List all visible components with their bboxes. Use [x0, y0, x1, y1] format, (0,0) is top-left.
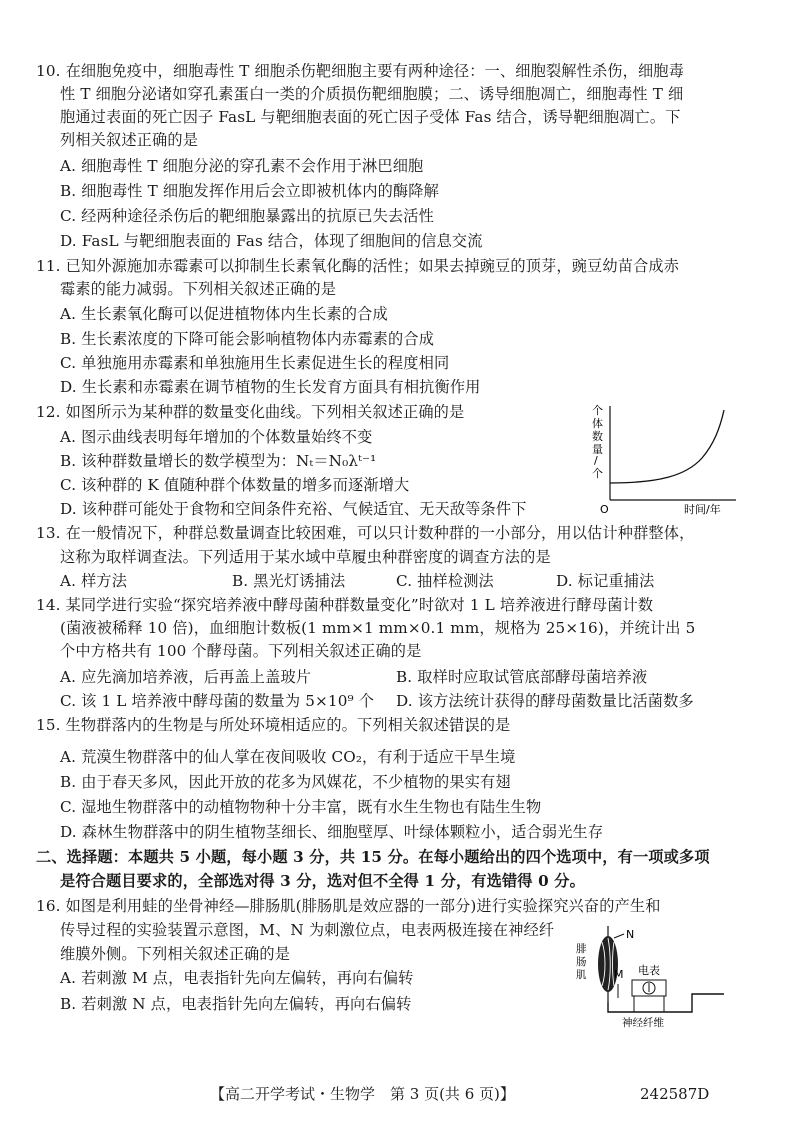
q12-ylabel-char-4: 量	[592, 443, 603, 456]
q13-stem-line-1: 13. 在一般情况下，种群总数量调查比较困难，可以只计数种群的一小部分，用以估计种群整体，	[36, 524, 695, 542]
q12-j-curve	[610, 410, 724, 483]
q10-stem-line-1: 10. 在细胞免疫中，细胞毒性 T 细胞杀伤靶细胞主要有两种途径：一、细胞裂解性杀伤，细胞毒	[36, 62, 684, 80]
q15-option-c: C. 湿地生物群落中的动植物物种十分丰富，既有水生生物也有陆生生物	[60, 798, 542, 816]
q11-option-a: A. 生长素氧化酶可以促进植物体内生长素的合成	[60, 305, 388, 323]
q14-option-c: C. 该 1 L 培养液中酵母菌的数量为 5×10⁹ 个	[60, 692, 375, 710]
page-footer-code: 242587D	[640, 1085, 710, 1103]
q14-option-a: A. 应先滴加培养液，后再盖上盖玻片	[60, 668, 312, 686]
q12-ylabel-char-3: 数	[592, 430, 603, 443]
q15-option-d: D. 森林生物群落中的阴生植物茎细长、细胞壁厚、叶绿体颗粒小，适合弱光生存	[60, 823, 604, 841]
q12-xlabel: 时间/年	[684, 503, 721, 516]
q14-option-b: B. 取样时应取试管底部酵母菌培养液	[396, 668, 648, 686]
q14-options-row-1	[60, 666, 750, 688]
q11-option-b: B. 生长素浓度的下降可能会影响植物体内赤霉素的合成	[60, 330, 435, 348]
q12-stem: 12. 如图所示为某种群的数量变化曲线。下列相关叙述正确的是	[36, 403, 465, 421]
q14-stem-line-2: (菌液被稀释 10 倍)，血细胞计数板(1 mm×1 mm×0.1 mm，规格为 25×16)，并统计出 5	[60, 619, 696, 637]
section-2-heading-line-2: 是符合题目要求的，全部选对得 3 分，选对但不全得 1 分，有选错得 0 分。	[60, 872, 585, 890]
q13-option-a: A. 样方法	[60, 572, 128, 590]
q11-stem-line-2: 霉素的能力减弱。下列相关叙述正确的是	[60, 280, 337, 298]
q16-stem-line-2: 传导过程的实验装置示意图，M、N 为刺激位点，电表两极连接在神经纤	[60, 921, 555, 939]
q15-stem	[36, 714, 510, 736]
q16-muscle-label-char-3: 肌	[576, 969, 587, 981]
q11-option-d: D. 生长素和赤霉素在调节植物的生长发育方面具有相抗衡作用	[60, 378, 481, 396]
q15-stem-emphasis: 错误 • •	[449, 716, 480, 734]
q16-label-m: M	[614, 968, 624, 981]
q11-stem-line-1: 11. 已知外源施加赤霉素可以抑制生长素氧化酶的活性；如果去掉豌豆的顶芽，豌豆幼苗合成赤	[36, 257, 680, 275]
q16-stem-line-1: 16. 如图是利用蛙的坐骨神经—腓肠肌(腓肠肌是效应器的一部分)进行实验探究兴奋的产生和	[36, 897, 661, 915]
q16-nerve-muscle-figure	[574, 924, 740, 1030]
q12-ylabel-char-5: /	[594, 454, 598, 467]
q16-option-b: B. 若刺激 N 点，电表指针先向左偏转，再向右偏转	[60, 995, 412, 1013]
q12-option-b: B. 该种群数量增长的数学模型为：Nₜ＝N₀λᵗ⁻¹	[60, 452, 377, 470]
q10-option-b: B. 细胞毒性 T 细胞发挥作用后会立即被机体内的酶降解	[60, 182, 439, 200]
q12-growth-curve-figure	[588, 400, 738, 520]
q15-option-a: A. 荒漠生物群落中的仙人掌在夜间吸收 CO₂，有利于适应干旱生境	[60, 748, 516, 766]
q12-option-d: D. 该种群可能处于食物和空间条件充裕、气候适宜、无天敌等条件下	[60, 500, 527, 518]
q12-ylabel-char-2: 体	[592, 417, 603, 430]
q12-ylabel-char-1: 个	[592, 404, 603, 417]
q13-options-row	[60, 570, 750, 592]
q16-label-n: N	[626, 928, 635, 941]
q15-option-b: B. 由于春天多风，因此开放的花多为风媒花，不少植物的果实有翅	[60, 773, 511, 791]
q10-stem-line-2: 性 T 细胞分泌诸如穿孔素蛋白一类的介质损伤靶细胞膜；二、诱导细胞凋亡，细胞毒性 T 细	[60, 85, 684, 103]
q14-stem-line-3: 个中方格共有 100 个酵母菌。下列相关叙述正确的是	[60, 642, 422, 660]
q10-option-c: C. 经两种途径杀伤后的靶细胞暴露出的抗原已失去活性	[60, 207, 434, 225]
q10-option-d: D. FasL 与靶细胞表面的 Fas 结合，体现了细胞间的信息交流	[60, 232, 483, 250]
q12-ylabel-char-6: 个	[592, 467, 603, 480]
q13-option-b: B. 黑光灯诱捕法	[232, 572, 346, 590]
q16-label-fiber: 神经纤维	[622, 1017, 664, 1029]
q10-stem-line-4: 列相关叙述正确的是	[60, 131, 199, 149]
section-2-heading-line-1: 二、选择题：本题共 5 小题，每小题 3 分，共 15 分。在每小题给出的四个选项中，有一项或多项	[36, 848, 710, 866]
q12-origin-label: O	[600, 503, 609, 516]
q15-stem-before: 15. 生物群落内的生物是与所处环境相适应的。下列相关叙述	[36, 716, 450, 734]
page-footer-title: 【高二开学考试・生物学 第 3 页(共 6 页)】	[210, 1085, 515, 1103]
q16-muscle-label-char-1: 腓	[576, 943, 587, 955]
q12-option-c: C. 该种群的 K 值随种群个体数量的增多而逐渐增大	[60, 476, 410, 494]
q10-stem-line-3: 胞通过表面的死亡因子 FasL 与靶细胞表面的死亡因子受体 Fas 结合，诱导靶细胞凋亡。下	[60, 108, 681, 126]
q14-options-row-2	[60, 690, 750, 712]
q13-option-d: D. 标记重捕法	[556, 572, 655, 590]
q16-muscle-body	[598, 936, 618, 992]
q16-label-meter: 电表	[638, 964, 660, 977]
q16-option-a: A. 若刺激 M 点，电表指针先向左偏转，再向右偏转	[60, 969, 414, 987]
q13-option-c: C. 抽样检测法	[396, 572, 494, 590]
q13-stem-line-2: 这称为取样调查法。下列适用于某水域中草履虫种群密度的调查方法的是	[60, 548, 551, 566]
q16-n-pointer	[614, 934, 624, 938]
q16-nerve-fiber	[608, 994, 724, 1012]
q16-stem-line-3: 维膜外侧。下列相关叙述正确的是	[60, 945, 291, 963]
q12-option-a: A. 图示曲线表明每年增加的个体数量始终不变	[60, 428, 373, 446]
q14-option-d: D. 该方法统计获得的酵母菌数量比活菌数多	[396, 692, 694, 710]
q10-option-a: A. 细胞毒性 T 细胞分泌的穿孔素不会作用于淋巴细胞	[60, 157, 424, 175]
q16-muscle-label-char-2: 肠	[576, 956, 587, 968]
q14-stem-line-1: 14. 某同学进行实验“探究培养液中酵母菌种群数量变化”时欲对 1 L 培养液进行酵母菌计数	[36, 596, 654, 614]
q15-stem-after: 的是	[479, 716, 511, 734]
q11-option-c: C. 单独施用赤霉素和单独施用生长素促进生长的程度相同	[60, 354, 450, 372]
